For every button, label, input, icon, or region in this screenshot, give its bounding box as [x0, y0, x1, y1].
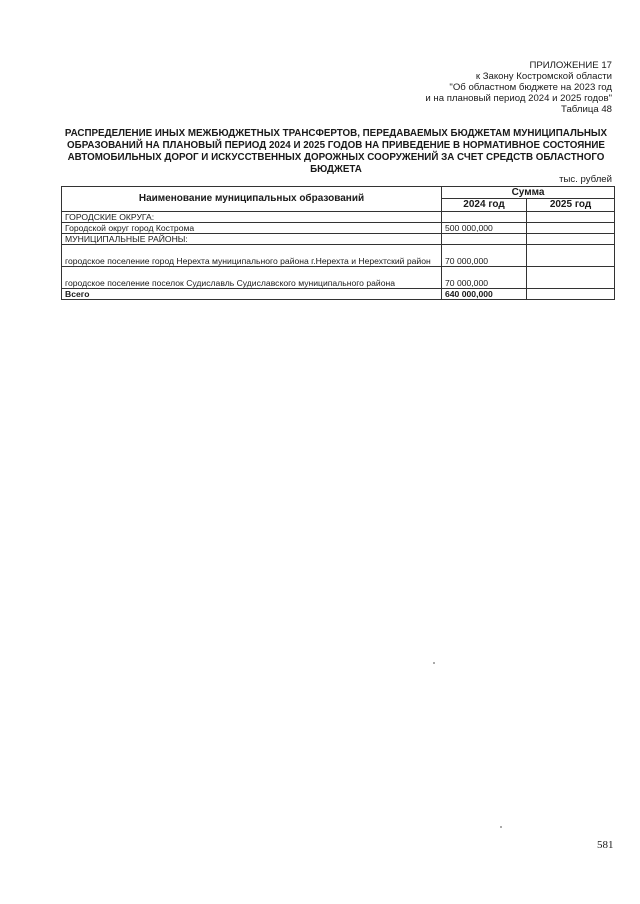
column-header-2025: 2025 год [527, 199, 615, 212]
row-name: городское поселение поселок Судиславль Судиславского муниципального района [62, 267, 442, 289]
appendix-header [425, 60, 612, 115]
total-value-2025 [527, 289, 615, 300]
table-row-total [62, 289, 615, 300]
table-row [62, 245, 615, 267]
title-line-1: РАСПРЕДЕЛЕНИЕ ИНЫХ МЕЖБЮДЖЕТНЫХ ТРАНСФЕРТОВ, ПЕРЕДАВАЕМЫХ БЮДЖЕТАМ МУНИЦИПАЛЬНЫХ [64, 128, 608, 139]
column-header-2024: 2024 год [442, 199, 527, 212]
table-row [62, 223, 615, 234]
table-row [62, 234, 615, 245]
row-value-2024: 500 000,000 [442, 223, 527, 234]
transfers-table [61, 186, 615, 300]
title-line-3: АВТОМОБИЛЬНЫХ ДОРОГ И ИСКУССТВЕННЫХ ДОРОЖНЫХ СООРУЖЕНИЙ ЗА СЧЕТ СРЕДСТВ ОБЛАСТНОГО [67, 152, 605, 163]
table-row [62, 267, 615, 289]
row-name: городское поселение город Нерехта муниципального района г.Нерехта и Нерехтский район [62, 245, 442, 267]
law-title-line1: "Об областном бюджете на 2023 год [449, 82, 612, 93]
law-title-line2: и на плановый период 2024 и 2025 годов" [425, 93, 612, 104]
table-row [62, 212, 615, 223]
row-name: Городской округ город Кострома [62, 223, 442, 234]
column-header-name: Наименование муниципальных образований [62, 187, 442, 212]
page-number: 581 [597, 839, 614, 851]
row-value-2024 [442, 234, 527, 245]
total-label: Всего [62, 289, 442, 300]
title-line-4: БЮДЖЕТА [310, 164, 362, 175]
law-reference: к Закону Костромской области [475, 71, 612, 82]
unit-label: тыс. рублей [559, 174, 612, 185]
title-line-2: ОБРАЗОВАНИЙ НА ПЛАНОВЫЙ ПЕРИОД 2024 И 2025 ГОДОВ НА ПРИВЕДЕНИЕ В НОРМАТИВНОЕ СОСТОЯНИЕ [67, 140, 605, 151]
row-value-2025 [527, 212, 615, 223]
row-name: МУНИЦИПАЛЬНЫЕ РАЙОНЫ: [62, 234, 442, 245]
scan-speck [500, 826, 502, 828]
row-value-2025 [527, 245, 615, 267]
table-number: Таблица 48 [561, 104, 612, 115]
row-value-2024 [442, 212, 527, 223]
document-title [58, 128, 614, 176]
appendix-number: ПРИЛОЖЕНИЕ 17 [529, 60, 612, 71]
row-value-2025 [527, 234, 615, 245]
column-header-sum: Сумма [442, 187, 615, 199]
row-value-2024: 70 000,000 [442, 245, 527, 267]
total-value-2024: 640 000,000 [442, 289, 527, 300]
row-value-2025 [527, 267, 615, 289]
row-value-2024: 70 000,000 [442, 267, 527, 289]
row-value-2025 [527, 223, 615, 234]
row-name: ГОРОДСКИЕ ОКРУГА: [62, 212, 442, 223]
scan-speck [433, 662, 435, 664]
